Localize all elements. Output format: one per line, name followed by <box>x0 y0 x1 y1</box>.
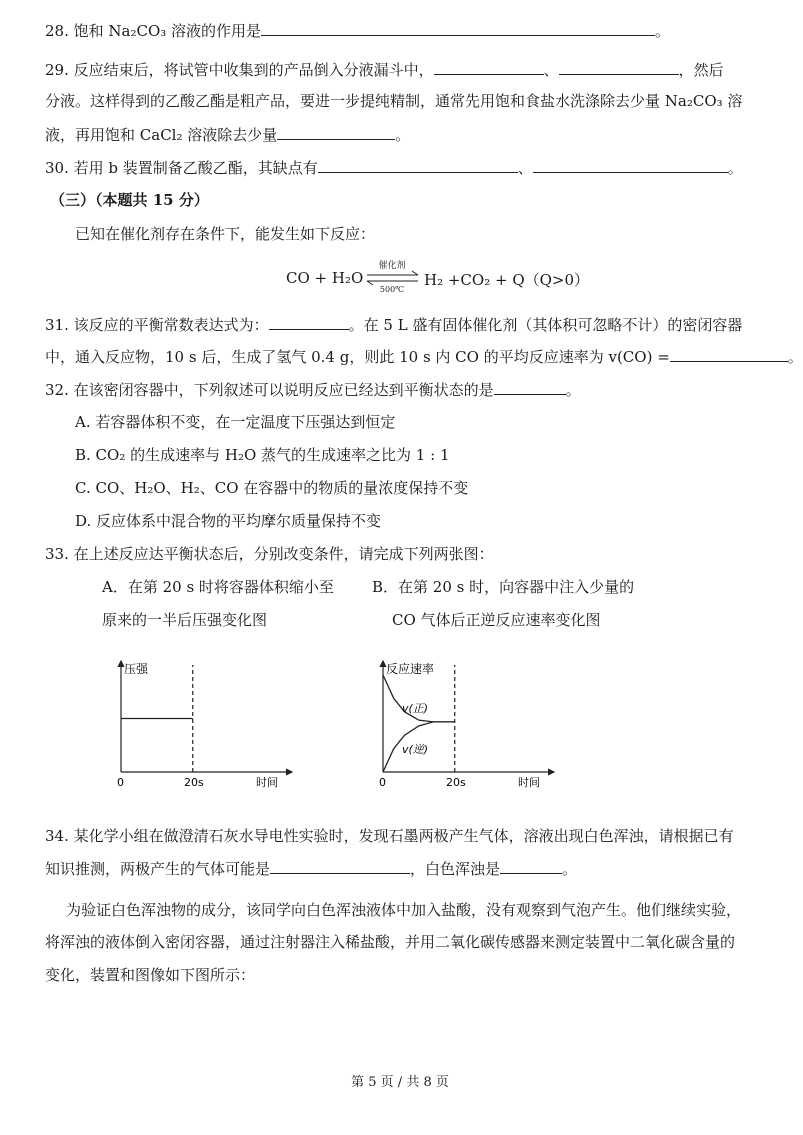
q33-part-b-line1: B．在第 20 s 时，向容器中注入少量的 <box>372 578 635 596</box>
question-30: 30. 若用 b 装置制备乙酸乙酯，其缺点有 、 。 <box>45 159 743 177</box>
rate-origin-label: 0 <box>379 776 386 789</box>
q33-part-a-line2: 原来的一半后压强变化图 <box>102 611 268 629</box>
experiment-paragraph-line2: 将浑浊的液体倒入密闭容器，通过注射器注入稀盐酸，并用二氧化碳传感器来测定装置中二氧化碳含量的 <box>45 933 736 951</box>
q32-option-c: C. CO、H₂O、H₂、CO 在容器中的物质的量浓度保持不变 <box>75 479 469 497</box>
q29-answer-blank-2[interactable] <box>559 59 679 75</box>
equation-left: CO + H₂O <box>286 269 364 287</box>
rate-y-label: 反应速率 <box>386 662 435 676</box>
question-31-line2: 中，通入反应物，10 s 后，生成了氢气 0.4 g，则此 10 s 内 CO 的平均反应速率为 v(CO) = 。 <box>45 348 803 366</box>
question-34-line1: 34. 某化学小组在做澄清石灰水导电性实验时，发现石墨两极产生气体，溶液出现白色浑浊，请根据已有 <box>45 827 734 845</box>
equation-condition-bottom: 500℃ <box>379 285 405 294</box>
reaction-equation <box>286 258 590 298</box>
q29-answer-blank-1[interactable] <box>434 59 544 75</box>
section-3-title: （三）（本题共 15 分） <box>50 191 209 209</box>
question-31-line1: 31. 该反应的平衡常数表达式为： 。在 5 L 盛有固体催化剂（其体积可忽略不计）的密闭容器 <box>45 316 743 334</box>
pressure-origin-label: 0 <box>117 776 124 789</box>
question-29-line2: 分液。这样得到的乙酸乙酯是粗产品，要进一步提纯精制，通常先用饱和食盐水洗涤除去少量 Na₂CO₃ 溶 <box>45 92 743 110</box>
reverse-rate-label: v(逆) <box>402 743 429 756</box>
q28-text: 28. 饱和 Na₂CO₃ 溶液的作用是 <box>45 22 262 40</box>
forward-rate-label: v(正) <box>402 702 429 715</box>
q33-part-a-line1: A．在第 20 s 时将容器体积缩小至 <box>102 578 334 596</box>
question-29-line1: 29. 反应结束后，将试管中收集到的产品倒入分液漏斗中， 、 ，然后 <box>45 61 724 79</box>
q32-option-a: A. 若容器体积不变，在一定温度下压强达到恒定 <box>75 413 396 431</box>
q31-answer-blank-2[interactable] <box>670 346 788 362</box>
equilibrium-arrow-icon <box>366 271 420 285</box>
reaction-rate-graph[interactable] <box>362 655 562 795</box>
equation-condition-top: 催化剂 <box>378 261 406 271</box>
equation-right: H₂ +CO₂ + Q（Q>0） <box>424 271 590 289</box>
question-33-stem: 33. 在上述反应达平衡状态后，分别改变条件，请完成下列两张图： <box>45 545 494 563</box>
q32-option-b: B. CO₂ 的生成速率与 H₂O 蒸气的生成速率之比为 1 : 1 <box>75 446 450 464</box>
q32-answer-blank[interactable] <box>494 379 566 395</box>
page-footer: 第 5 页 / 共 8 页 <box>351 1075 449 1090</box>
q28-answer-blank[interactable] <box>261 20 655 36</box>
question-32-stem: 32. 在该密闭容器中，下列叙述可以说明反应已经达到平衡状态的是 。 <box>45 381 581 399</box>
rate-tick-20s: 20s <box>446 776 466 789</box>
experiment-paragraph-line1: 为验证白色浑浊物的成分，该同学向白色浑浊液体中加入盐酸，没有观察到气泡产生。他们继续实验， <box>66 901 742 919</box>
q34-answer-blank-2[interactable] <box>500 858 562 874</box>
rate-x-label: 时间 <box>518 776 540 789</box>
q34-answer-blank-1[interactable] <box>270 858 410 874</box>
pressure-tick-20s: 20s <box>184 776 204 789</box>
experiment-paragraph-line3: 变化，装置和图像如下图所示： <box>45 966 256 984</box>
pressure-graph[interactable] <box>100 655 300 795</box>
question-34-line2: 知识推测，两极产生的气体可能是 ，白色浑浊是 。 <box>45 860 578 878</box>
question-29-line3: 液，再用饱和 CaCl₂ 溶液除去少量 。 <box>45 126 411 144</box>
q30-answer-blank-2[interactable] <box>533 157 728 173</box>
q32-option-d: D. 反应体系中混合物的平均摩尔质量保持不变 <box>75 512 382 530</box>
q31-answer-blank-1[interactable] <box>269 314 349 330</box>
q33-part-b-line2: CO 气体后正逆反应速率变化图 <box>392 611 601 629</box>
question-28: 28. 饱和 Na₂CO₃ 溶液的作用是 。 <box>45 22 671 40</box>
pressure-x-label: 时间 <box>256 776 278 789</box>
q30-answer-blank-1[interactable] <box>318 157 518 173</box>
pressure-y-label: 压强 <box>124 662 149 676</box>
q29-answer-blank-3[interactable] <box>277 124 395 140</box>
reaction-intro: 已知在催化剂存在条件下，能发生如下反应： <box>75 225 376 243</box>
